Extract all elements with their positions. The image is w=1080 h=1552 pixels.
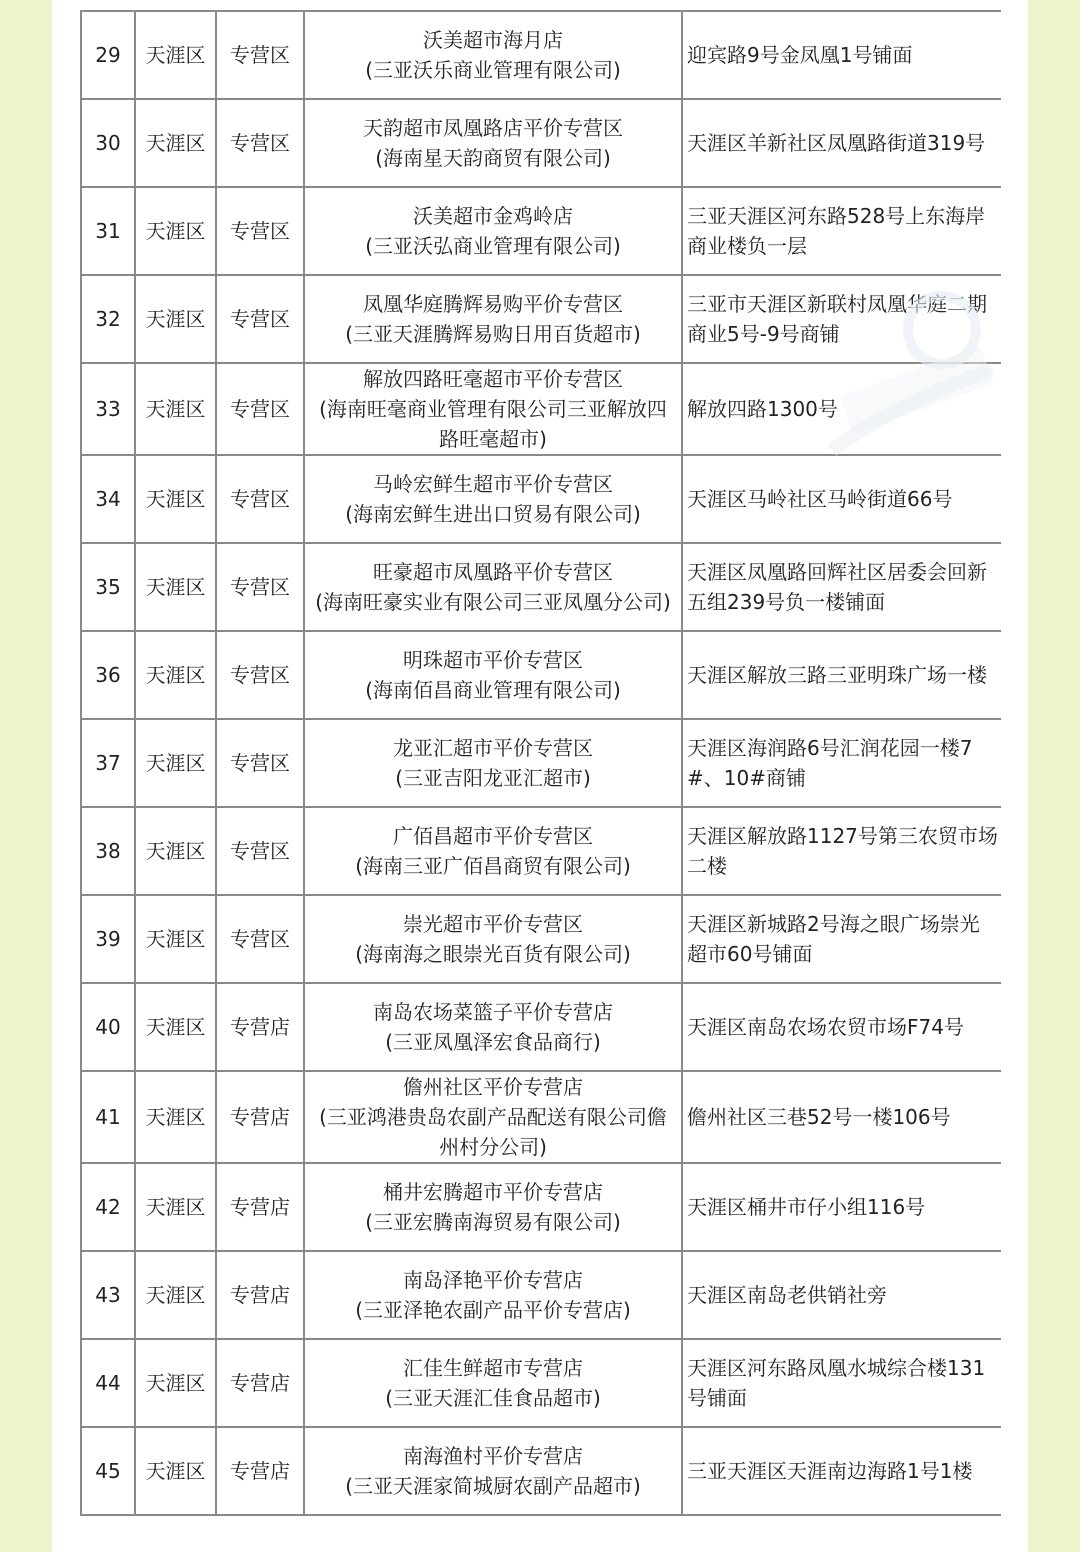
row-number: 29	[81, 11, 135, 99]
district-cell: 天涯区	[135, 275, 216, 363]
district-cell: 天涯区	[135, 543, 216, 631]
store-name-cell	[304, 99, 682, 187]
district-cell: 天涯区	[135, 455, 216, 543]
store-type-cell: 专营店	[216, 983, 304, 1071]
store-name-cell	[304, 1163, 682, 1251]
store-type-cell: 专营区	[216, 11, 304, 99]
store-name: 南岛泽艳平价专营店	[403, 1268, 583, 1292]
store-company: (海南旺毫商业管理有限公司三亚解放四路旺毫超市)	[319, 397, 667, 451]
store-address-cell: 解放四路1300号	[682, 363, 1001, 455]
store-name: 儋州社区平价专营店	[403, 1075, 583, 1099]
table-row	[81, 275, 1001, 363]
store-company: (三亚泽艳农副产品平价专营店)	[355, 1298, 631, 1322]
store-name-cell	[304, 275, 682, 363]
table-row	[81, 1251, 1001, 1339]
store-name: 桶井宏腾超市平价专营店	[383, 1180, 603, 1204]
store-address-cell: 三亚天涯区天涯南边海路1号1楼	[682, 1427, 1001, 1515]
store-table	[80, 10, 1001, 1516]
store-name: 沃美超市海月店	[423, 28, 563, 52]
store-address-cell: 三亚市天涯区新联村凤凰华庭二期商业5号-9号商铺	[682, 275, 1001, 363]
table-row	[81, 807, 1001, 895]
store-address-cell: 三亚天涯区河东路528号上东海岸商业楼负一层	[682, 187, 1001, 275]
store-type-cell: 专营店	[216, 1071, 304, 1163]
district-cell: 天涯区	[135, 1251, 216, 1339]
store-company: (三亚沃弘商业管理有限公司)	[365, 234, 621, 258]
store-type-cell: 专营区	[216, 455, 304, 543]
store-address-cell: 天涯区海润路6号汇润花园一楼7#、10#商铺	[682, 719, 1001, 807]
table-row	[81, 631, 1001, 719]
row-number: 33	[81, 363, 135, 455]
store-name-cell	[304, 895, 682, 983]
store-address-cell: 天涯区南岛老供销社旁	[682, 1251, 1001, 1339]
store-company: (海南宏鲜生进出口贸易有限公司)	[345, 502, 641, 526]
table-row	[81, 11, 1001, 99]
row-number: 36	[81, 631, 135, 719]
store-company: (三亚吉阳龙亚汇超市)	[395, 766, 591, 790]
store-company: (海南海之眼崇光百货有限公司)	[355, 942, 631, 966]
store-type-cell: 专营店	[216, 1251, 304, 1339]
store-type-cell: 专营区	[216, 719, 304, 807]
row-number: 44	[81, 1339, 135, 1427]
store-type-cell: 专营区	[216, 275, 304, 363]
store-type-cell: 专营区	[216, 543, 304, 631]
store-name-cell	[304, 1427, 682, 1515]
store-company: (海南佰昌商业管理有限公司)	[365, 678, 621, 702]
district-cell: 天涯区	[135, 1339, 216, 1427]
district-cell: 天涯区	[135, 807, 216, 895]
store-address-cell: 天涯区凤凰路回辉社区居委会回新五组239号负一楼铺面	[682, 543, 1001, 631]
store-name: 南岛农场菜篮子平价专营店	[373, 1000, 613, 1024]
table-row	[81, 1071, 1001, 1163]
store-address-cell: 天涯区羊新社区凤凰路街道319号	[682, 99, 1001, 187]
store-name: 沃美超市金鸡岭店	[413, 204, 573, 228]
table-row	[81, 1163, 1001, 1251]
row-number: 32	[81, 275, 135, 363]
row-number: 30	[81, 99, 135, 187]
store-company: (海南三亚广佰昌商贸有限公司)	[355, 854, 631, 878]
store-address-cell: 天涯区南岛农场农贸市场F74号	[682, 983, 1001, 1071]
store-address-cell: 天涯区马岭社区马岭街道66号	[682, 455, 1001, 543]
store-address-cell: 儋州社区三巷52号一楼106号	[682, 1071, 1001, 1163]
table-row	[81, 719, 1001, 807]
row-number: 42	[81, 1163, 135, 1251]
store-name: 明珠超市平价专营区	[403, 648, 583, 672]
table-row	[81, 1427, 1001, 1515]
table-row	[81, 895, 1001, 983]
store-company: (海南旺豪实业有限公司三亚凤凰分公司)	[315, 590, 671, 614]
district-cell: 天涯区	[135, 1163, 216, 1251]
store-company: (三亚凤凰泽宏食品商行)	[385, 1030, 601, 1054]
store-name: 凤凰华庭腾辉易购平价专营区	[363, 292, 623, 316]
store-address-cell: 天涯区河东路凤凰水城综合楼131号铺面	[682, 1339, 1001, 1427]
district-cell: 天涯区	[135, 363, 216, 455]
store-table-container	[80, 0, 1001, 1552]
store-type-cell: 专营店	[216, 1163, 304, 1251]
store-name: 龙亚汇超市平价专营区	[393, 736, 593, 760]
store-address-cell: 天涯区新城路2号海之眼广场崇光超市60号铺面	[682, 895, 1001, 983]
district-cell: 天涯区	[135, 11, 216, 99]
store-name: 崇光超市平价专营区	[403, 912, 583, 936]
store-name-cell	[304, 543, 682, 631]
row-number: 39	[81, 895, 135, 983]
store-table-body	[81, 10, 1001, 1515]
store-company: (三亚天涯家简城厨农副产品超市)	[345, 1474, 641, 1498]
store-name: 广佰昌超市平价专营区	[393, 824, 593, 848]
store-name-cell	[304, 1339, 682, 1427]
row-number: 37	[81, 719, 135, 807]
store-name-cell	[304, 719, 682, 807]
store-name-cell	[304, 363, 682, 455]
row-number: 35	[81, 543, 135, 631]
store-name-cell	[304, 1251, 682, 1339]
store-address-cell: 天涯区桶井市仔小组116号	[682, 1163, 1001, 1251]
store-company: (三亚沃乐商业管理有限公司)	[365, 58, 621, 82]
store-name: 旺豪超市凤凰路平价专营区	[373, 560, 613, 584]
store-name-cell	[304, 1071, 682, 1163]
district-cell: 天涯区	[135, 99, 216, 187]
store-address-cell: 天涯区解放路1127号第三农贸市场二楼	[682, 807, 1001, 895]
store-company: (三亚天涯腾辉易购日用百货超市)	[345, 322, 641, 346]
store-type-cell: 专营区	[216, 807, 304, 895]
store-address-cell: 迎宾路9号金凤凰1号铺面	[682, 11, 1001, 99]
row-number: 43	[81, 1251, 135, 1339]
table-row	[81, 455, 1001, 543]
store-company: (三亚鸿港贵岛农副产品配送有限公司儋州村分公司)	[319, 1105, 667, 1159]
store-name-cell	[304, 11, 682, 99]
district-cell: 天涯区	[135, 719, 216, 807]
store-company: (海南星天韵商贸有限公司)	[375, 146, 611, 170]
store-company: (三亚宏腾南海贸易有限公司)	[365, 1210, 621, 1234]
store-type-cell: 专营区	[216, 631, 304, 719]
store-name: 解放四路旺毫超市平价专营区	[363, 367, 623, 391]
row-number: 38	[81, 807, 135, 895]
store-type-cell: 专营区	[216, 895, 304, 983]
district-cell: 天涯区	[135, 895, 216, 983]
store-name-cell	[304, 807, 682, 895]
store-name-cell	[304, 983, 682, 1071]
store-name-cell	[304, 631, 682, 719]
district-cell: 天涯区	[135, 1071, 216, 1163]
row-number: 40	[81, 983, 135, 1071]
store-name-cell	[304, 455, 682, 543]
store-address-cell: 天涯区解放三路三亚明珠广场一楼	[682, 631, 1001, 719]
store-company: (三亚天涯汇佳食品超市)	[385, 1386, 601, 1410]
district-cell: 天涯区	[135, 631, 216, 719]
store-name: 天韵超市凤凰路店平价专营区	[363, 116, 623, 140]
store-type-cell: 专营区	[216, 363, 304, 455]
store-name: 马岭宏鲜生超市平价专营区	[373, 472, 613, 496]
store-type-cell: 专营店	[216, 1427, 304, 1515]
row-number: 31	[81, 187, 135, 275]
table-row	[81, 99, 1001, 187]
table-row	[81, 543, 1001, 631]
store-name-cell	[304, 187, 682, 275]
district-cell: 天涯区	[135, 187, 216, 275]
store-type-cell: 专营区	[216, 99, 304, 187]
district-cell: 天涯区	[135, 1427, 216, 1515]
district-cell: 天涯区	[135, 983, 216, 1071]
store-type-cell: 专营区	[216, 187, 304, 275]
store-name: 南海渔村平价专营店	[403, 1444, 583, 1468]
row-number: 45	[81, 1427, 135, 1515]
table-row	[81, 187, 1001, 275]
row-number: 41	[81, 1071, 135, 1163]
table-row	[81, 1339, 1001, 1427]
table-row	[81, 983, 1001, 1071]
table-row	[81, 363, 1001, 455]
row-number: 34	[81, 455, 135, 543]
store-name: 汇佳生鲜超市专营店	[403, 1356, 583, 1380]
store-type-cell: 专营店	[216, 1339, 304, 1427]
